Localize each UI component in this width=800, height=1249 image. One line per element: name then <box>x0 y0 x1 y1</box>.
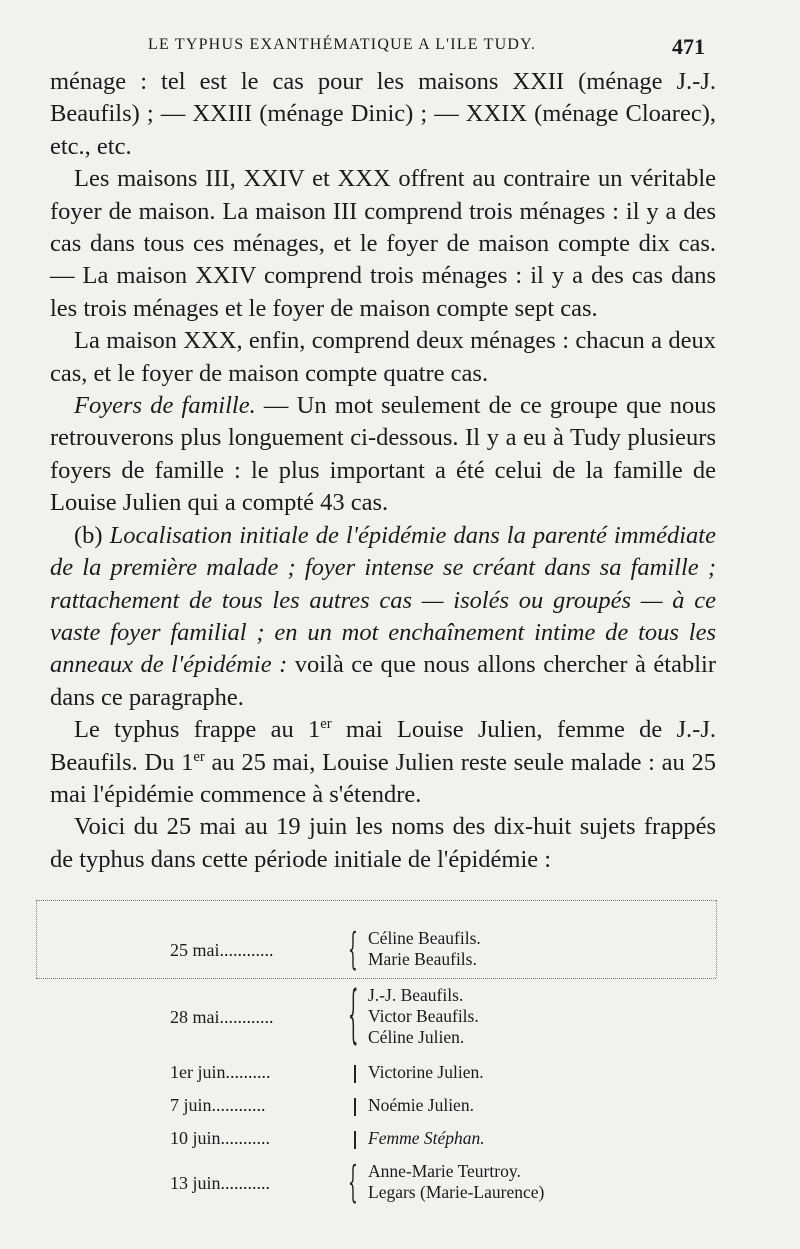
paragraph-3: La maison XXX, enfin, comprend deux ménages : chacun a deux cas, et le foyer de maison compte quatre cas. <box>50 327 716 387</box>
table-row-rule <box>36 978 716 979</box>
paragraph-6-part-c: au 25 mai, Louise Julien reste seule malade : au 25 mai l'épidémie commence à s'étendre. <box>50 748 716 808</box>
table-left-rule <box>36 900 37 978</box>
row-name: Victor Beaufils. <box>368 1006 479 1026</box>
row-name: Victorine Julien. <box>368 1062 484 1082</box>
row-name: Noémie Julien. <box>368 1095 474 1115</box>
section-marker-b: (b) <box>74 521 103 549</box>
paragraph-7: Voici du 25 mai au 19 juin les noms des dix-huit sujets frappés de typhus dans cette période initiale de l'épidémie : <box>50 813 716 873</box>
brace-icon: { <box>348 1156 358 1208</box>
running-title: LE TYPHUS EXANTHÉMATIQUE A L'ILE TUDY. <box>148 36 537 53</box>
row-name: J.-J. Beaufils. <box>368 985 464 1005</box>
page-number: 471 <box>672 34 705 59</box>
paragraph-2: Les maisons III, XXIV et XXX offrent au contraire un véritable foyer de maison. La maison III comprend trois ménages : il y a des cas dans tous ces ménages, et le foyer de maison compte dix cas. — La maison XXIV comprend trois ménages : il y a des cas dans les trois ménages et le foyer de maison compte sept cas. <box>50 165 716 322</box>
section-heading-b: Localisation initiale de l'épidémie dans la parenté immédiate de la première malade ; foyer intense se créant dans sa famille ; rattachement de tous les autres cas — isolés ou groupés — à ce vaste foyer familial ; en un mot enchaînement intime de tous les anneaux de l'épidémie : <box>50 521 716 679</box>
paragraph-6-part-a: Le typhus frappe au 1 <box>74 716 321 744</box>
cases-table <box>0 900 800 1249</box>
paragraph-5 <box>50 520 716 714</box>
row-date: 10 juin........... <box>170 1128 271 1148</box>
brace-icon: { <box>348 923 358 975</box>
row-names <box>368 985 479 1048</box>
row-names <box>368 1062 484 1083</box>
row-name: Anne-Marie Teurtroy. <box>368 1161 521 1181</box>
single-bar-icon <box>354 1065 356 1083</box>
row-date: 28 mai............ <box>170 1007 274 1027</box>
single-bar-icon <box>354 1131 356 1149</box>
row-name: Legars (Marie-Laurence) <box>368 1182 545 1202</box>
paragraph-1: ménage : tel est le cas pour les maisons XXII (ménage J.-J. Beaufils) ; — XXIII (ménage Dinic) ; — XXIX (ménage Cloarec), etc., etc. <box>50 68 716 160</box>
row-name: Femme Stéphan. <box>368 1128 485 1148</box>
table-right-rule <box>716 900 717 978</box>
superscript-er-2: er <box>193 748 205 765</box>
page-header <box>0 32 800 62</box>
brace-icon: { <box>348 978 359 1053</box>
paragraph-4-text: — Un mot seulement de ce groupe que nous retrouverons plus longuement ci-dessous. Il y a eu à Tudy plusieurs foyers de famille : le plus important a été celui de la famille de Louise Julien qui a compté 43 cas. <box>50 392 716 517</box>
table-top-rule <box>36 900 716 901</box>
row-names <box>368 1128 485 1149</box>
paragraph-4 <box>50 390 716 520</box>
row-names <box>368 928 481 970</box>
paragraph-6 <box>50 714 716 811</box>
row-name: Céline Beaufils. <box>368 928 481 948</box>
row-names <box>368 1095 474 1116</box>
single-bar-icon <box>354 1098 356 1116</box>
row-name: Marie Beaufils. <box>368 949 477 969</box>
paragraph-6-part-b: mai Louise Julien, femme de J.-J. Beaufils. Du 1 <box>50 716 716 776</box>
row-date: 1er juin.......... <box>170 1062 271 1082</box>
row-date: 7 juin............ <box>170 1095 266 1115</box>
row-name: Céline Julien. <box>368 1027 465 1047</box>
section-label-foyers-de-famille: Foyers de famille. <box>74 392 256 420</box>
row-names <box>368 1161 544 1203</box>
superscript-er-1: er <box>320 715 332 732</box>
row-date: 13 juin........... <box>170 1173 271 1193</box>
body-text <box>50 66 716 876</box>
paragraph-5-text: voilà ce que nous allons chercher à établir dans ce paragraphe. <box>50 651 716 711</box>
row-date: 25 mai............ <box>170 940 274 960</box>
